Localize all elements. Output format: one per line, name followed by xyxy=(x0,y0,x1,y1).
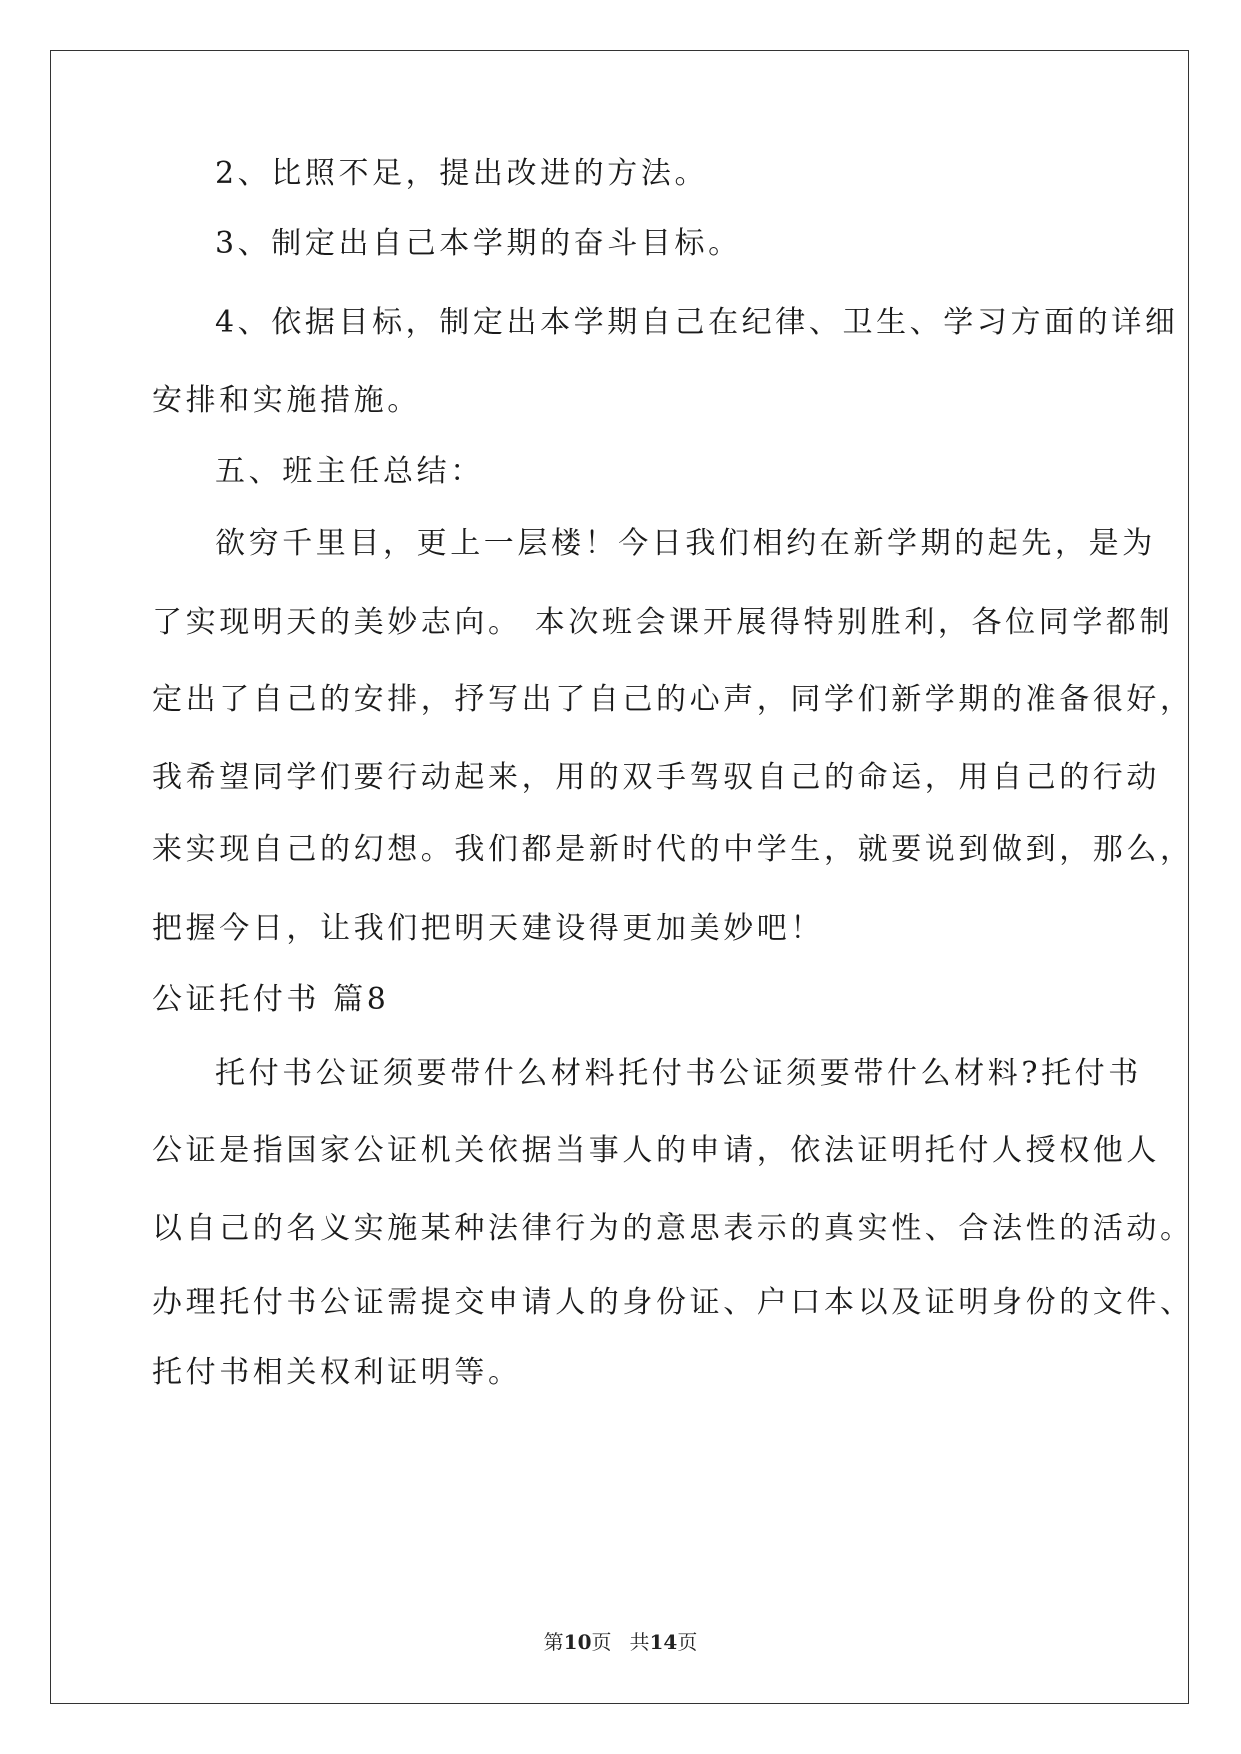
paragraph-line: 4、依据目标，制定出本学期自己在纪律、卫生、学习方面的详细 xyxy=(215,305,1179,340)
current-page-number: 10 xyxy=(563,1630,592,1654)
total-page-number: 14 xyxy=(649,1630,678,1654)
paragraph-line: 来实现自己的幻想。我们都是新时代的中学生，就要说到做到，那么， xyxy=(152,832,1194,867)
page-frame xyxy=(50,50,1194,1704)
paragraph-line: 办理托付书公证需提交申请人的身份证、户口本以及证明身份的文件、 xyxy=(152,1285,1194,1320)
total-label-prefix: 共 xyxy=(629,1630,650,1654)
paragraph-line: 3、制定出自己本学期的奋斗目标。 xyxy=(215,226,742,261)
paragraph-line: 欲穷千里目，更上一层楼！今日我们相约在新学期的起先，是为 xyxy=(215,526,1156,561)
page-footer xyxy=(51,1629,1190,1655)
page-label-prefix: 第 xyxy=(543,1630,564,1654)
paragraph-line: 托付书相关权利证明等。 xyxy=(152,1355,522,1390)
page-label-suffix: 页 xyxy=(591,1630,612,1654)
article-title: 公证托付书 篇8 xyxy=(152,982,390,1017)
paragraph-line: 以自己的名义实施某种法律行为的意思表示的真实性、合法性的活动。 xyxy=(152,1211,1194,1246)
total-label-suffix: 页 xyxy=(677,1630,698,1654)
paragraph-line: 公证是指国家公证机关依据当事人的申请，依法证明托付人授权他人 xyxy=(152,1133,1160,1168)
paragraph-line: 了实现明天的美妙志向。 本次班会课开展得特别胜利，各位同学都制 xyxy=(152,605,1174,640)
section-heading: 五、班主任总结： xyxy=(215,454,484,489)
paragraph-line: 定出了自己的安排，抒写出了自己的心声，同学们新学期的准备很好， xyxy=(152,682,1194,717)
paragraph-line: 安排和实施措施。 xyxy=(152,383,421,418)
paragraph-line: 把握今日，让我们把明天建设得更加美妙吧！ xyxy=(152,911,824,946)
paragraph-line: 我希望同学们要行动起来，用的双手驾驭自己的命运，用自己的行动 xyxy=(152,760,1160,795)
paragraph-line: 托付书公证须要带什么材料托付书公证须要带什么材料?托付书 xyxy=(215,1056,1142,1091)
paragraph-line: 2、比照不足，提出改进的方法。 xyxy=(215,156,709,191)
